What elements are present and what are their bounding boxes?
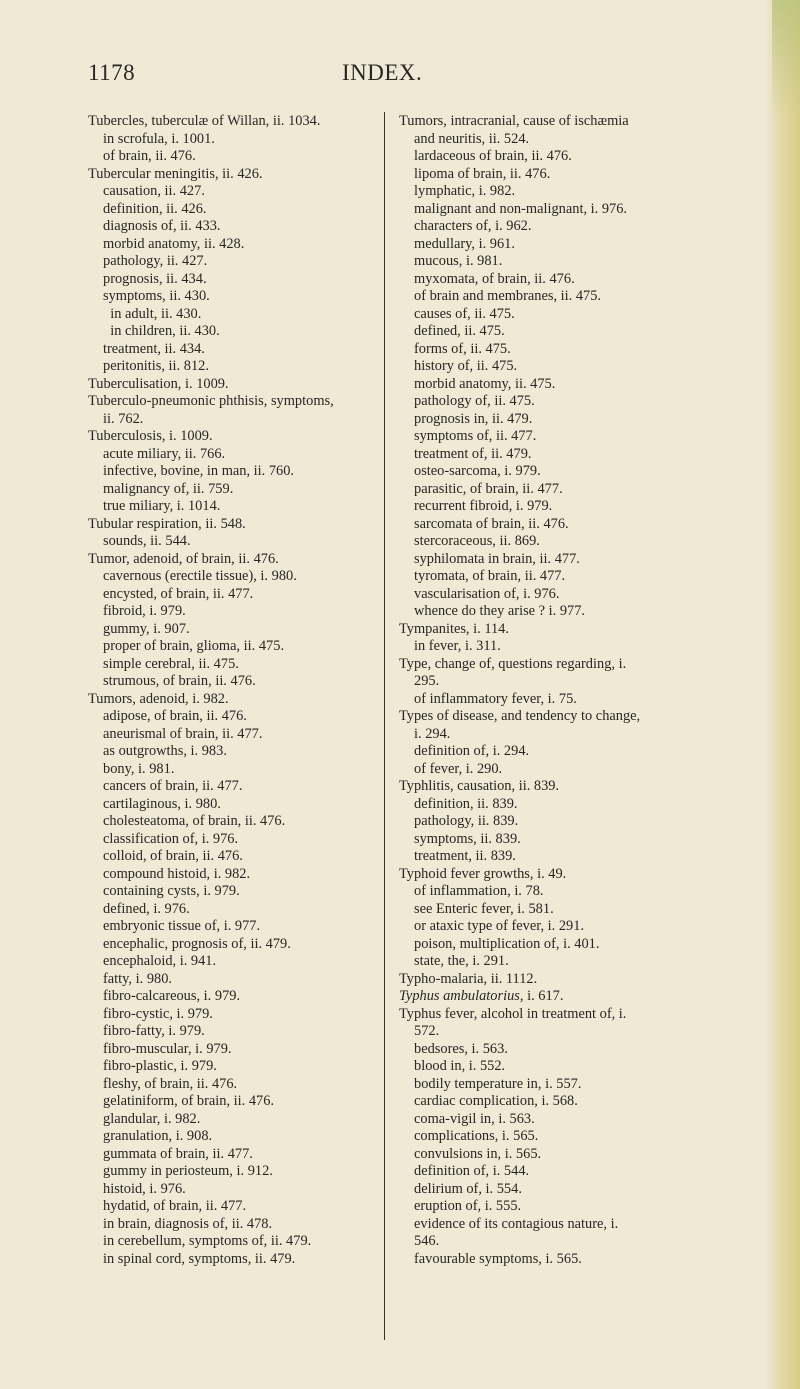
index-heading: Tumor, adenoid, of brain, ii. 476. bbox=[88, 550, 279, 567]
index-subentry: gummata of brain, ii. 477. bbox=[103, 1145, 253, 1162]
index-subentry: colloid, of brain, ii. 476. bbox=[103, 848, 243, 864]
index-subentry: i. 294. bbox=[414, 725, 451, 742]
index-subentry: pathology, ii. 427. bbox=[103, 253, 208, 269]
index-subentry: 572. bbox=[414, 1023, 440, 1039]
index-subentry: pathology of, ii. 475. bbox=[414, 393, 535, 409]
index-heading: Typhoid fever growths, i. 49. bbox=[399, 865, 567, 882]
index-heading: Types of disease, and tendency to change, bbox=[399, 708, 641, 724]
index-heading bbox=[399, 988, 699, 1006]
index-subentry: aneurismal of brain, ii. 477. bbox=[103, 725, 263, 742]
index-subentry: state, the, i. 291. bbox=[414, 953, 509, 969]
index-subentry: or ataxic type of fever, i. 291. bbox=[414, 918, 585, 934]
index-subentry: of brain, ii. 476. bbox=[103, 148, 196, 164]
index-subentry: symptoms of, ii. 477. bbox=[414, 428, 537, 444]
index-subentry: lardaceous of brain, ii. 476. bbox=[414, 148, 572, 164]
index-subentry: simple cerebral, ii. 475. bbox=[103, 655, 239, 672]
index-subentry: and neuritis, ii. 524. bbox=[414, 130, 530, 147]
index-subentry: in brain, diagnosis of, ii. 478. bbox=[103, 1215, 273, 1232]
index-subentry: blood in, i. 552. bbox=[414, 1058, 506, 1074]
index-subentry: parasitic, of brain, ii. 477. bbox=[414, 480, 563, 497]
index-subentry: vascularisation of, i. 976. bbox=[414, 585, 560, 602]
index-subentry: fibro-cystic, i. 979. bbox=[103, 1005, 213, 1022]
index-subentry: morbid anatomy, ii. 428. bbox=[103, 235, 245, 252]
index-column-right bbox=[399, 113, 699, 1268]
index-subentry: see Enteric fever, i. 581. bbox=[414, 900, 554, 917]
index-subentry: treatment, ii. 434. bbox=[103, 340, 205, 357]
index-subentry: whence do they arise ? i. 977. bbox=[414, 603, 586, 619]
index-subentry: in adult, ii. 430. bbox=[103, 305, 202, 322]
index-heading: Tympanites, i. 114. bbox=[399, 620, 509, 637]
index-heading: Tuberculisation, i. 1009. bbox=[88, 375, 229, 392]
index-subentry: in scrofula, i. 1001. bbox=[103, 130, 215, 147]
index-subentry: gummy in periosteum, i. 912. bbox=[103, 1163, 273, 1179]
index-subentry: treatment of, ii. 479. bbox=[414, 445, 532, 462]
index-subentry: strumous, of brain, ii. 476. bbox=[103, 673, 256, 689]
index-subentry: bony, i. 981. bbox=[103, 760, 175, 777]
index-subentry: osteo-sarcoma, i. 979. bbox=[414, 463, 541, 479]
index-subentry: evidence of its contagious nature, i. bbox=[414, 1215, 619, 1232]
index-subentry: of brain and membranes, ii. 475. bbox=[414, 288, 602, 304]
index-heading: Tuberculo-pneumonic phthisis, symptoms, bbox=[88, 393, 334, 409]
index-subentry: encysted, of brain, ii. 477. bbox=[103, 585, 254, 602]
index-subentry: forms of, ii. 475. bbox=[414, 340, 511, 357]
index-subentry: fatty, i. 980. bbox=[103, 970, 173, 987]
running-head: INDEX. bbox=[342, 60, 423, 85]
index-heading: Tuberculosis, i. 1009. bbox=[88, 428, 213, 444]
index-subentry: of inflammatory fever, i. 75. bbox=[414, 690, 577, 707]
index-subentry: delirium of, i. 554. bbox=[414, 1180, 522, 1197]
index-subentry: bedsores, i. 563. bbox=[414, 1040, 508, 1057]
index-subentry: of fever, i. 290. bbox=[414, 760, 503, 777]
index-subentry: peritonitis, ii. 812. bbox=[103, 358, 209, 374]
index-subentry: sounds, ii. 544. bbox=[103, 533, 191, 549]
index-subentry: in cerebellum, symptoms of, ii. 479. bbox=[103, 1233, 312, 1249]
index-subentry: treatment, ii. 839. bbox=[414, 848, 516, 864]
index-subentry: fibro-calcareous, i. 979. bbox=[103, 988, 241, 1004]
index-subentry: symptoms, ii. 839. bbox=[414, 830, 521, 847]
index-subentry: favourable symptoms, i. 565. bbox=[414, 1250, 582, 1267]
index-subentry: gelatiniform, of brain, ii. 476. bbox=[103, 1093, 275, 1109]
index-subentry: malignancy of, ii. 759. bbox=[103, 480, 234, 497]
index-subentry: 546. bbox=[414, 1233, 440, 1249]
index-subentry: cavernous (erectile tissue), i. 980. bbox=[103, 568, 297, 584]
index-subentry: history of, ii. 475. bbox=[414, 358, 518, 374]
index-subentry: acute miliary, ii. 766. bbox=[103, 445, 226, 462]
index-subentry: infective, bovine, in man, ii. 760. bbox=[103, 463, 295, 479]
index-heading: Tubular respiration, ii. 548. bbox=[88, 515, 246, 532]
index-subentry: fibro-muscular, i. 979. bbox=[103, 1040, 232, 1057]
index-subentry: adipose, of brain, ii. 476. bbox=[103, 708, 247, 724]
index-subentry: definition, ii. 426. bbox=[103, 200, 207, 217]
index-subentry: of inflammation, i. 78. bbox=[414, 883, 544, 899]
index-subentry: syphilomata in brain, ii. 477. bbox=[414, 550, 580, 567]
index-heading: Tumors, intracranial, cause of ischæmia bbox=[399, 113, 629, 129]
index-subentry: medullary, i. 961. bbox=[414, 235, 515, 252]
index-entry-suffix: , i. 617. bbox=[519, 988, 564, 1004]
index-subentry: proper of brain, glioma, ii. 475. bbox=[103, 638, 285, 654]
index-subentry: defined, ii. 475. bbox=[414, 323, 505, 339]
index-subentry: coma-vigil in, i. 563. bbox=[414, 1110, 535, 1127]
index-subentry: encephaloid, i. 941. bbox=[103, 953, 217, 969]
index-italic-term: Typhus ambulatorius bbox=[399, 988, 520, 1004]
index-subentry: classification of, i. 976. bbox=[103, 830, 239, 847]
index-heading: Tubercular meningitis, ii. 426. bbox=[88, 165, 263, 182]
page-edge-shadow bbox=[764, 0, 800, 1389]
index-subentry: convulsions in, i. 565. bbox=[414, 1145, 542, 1162]
index-subentry: fibro-fatty, i. 979. bbox=[103, 1023, 205, 1039]
index-subentry: bodily temperature in, i. 557. bbox=[414, 1075, 582, 1092]
index-subentry: fleshy, of brain, ii. 476. bbox=[103, 1075, 238, 1092]
index-subentry: definition of, i. 294. bbox=[414, 743, 530, 759]
index-subentry: sarcomata of brain, ii. 476. bbox=[414, 515, 569, 532]
index-subentry: cartilaginous, i. 980. bbox=[103, 795, 221, 812]
index-subentry: containing cysts, i. 979. bbox=[103, 883, 240, 899]
index-subentry: gummy, i. 907. bbox=[103, 620, 190, 637]
index-subentry: compound histoid, i. 982. bbox=[103, 865, 251, 882]
index-heading: Typhus fever, alcohol in treatment of, i. bbox=[399, 1005, 627, 1022]
index-subentry: recurrent fibroid, i. 979. bbox=[414, 498, 553, 514]
index-subentry: definition of, i. 544. bbox=[414, 1163, 530, 1179]
index-subentry: myxomata, of brain, ii. 476. bbox=[414, 270, 575, 287]
index-subentry: granulation, i. 908. bbox=[103, 1128, 213, 1144]
index-subentry: lipoma of brain, ii. 476. bbox=[414, 165, 551, 182]
index-subentry: complications, i. 565. bbox=[414, 1128, 539, 1144]
index-subentry: prognosis in, ii. 479. bbox=[414, 410, 533, 427]
index-subentry: mucous, i. 981. bbox=[414, 253, 503, 269]
index-subentry: definition, ii. 839. bbox=[414, 795, 518, 812]
index-subentry: encephalic, prognosis of, ii. 479. bbox=[103, 935, 291, 952]
index-subentry: defined, i. 976. bbox=[103, 900, 190, 917]
column-divider bbox=[384, 112, 385, 1340]
index-heading: Typho-malaria, ii. 1112. bbox=[399, 970, 538, 987]
index-subentry: hydatid, of brain, ii. 477. bbox=[103, 1198, 247, 1214]
index-subentry: embryonic tissue of, i. 977. bbox=[103, 918, 261, 934]
index-subentry: causes of, ii. 475. bbox=[414, 305, 515, 322]
index-subentry: stercoraceous, ii. 869. bbox=[414, 533, 540, 549]
index-heading: Type, change of, questions regarding, i. bbox=[399, 655, 627, 672]
index-subentry: fibroid, i. 979. bbox=[103, 603, 186, 619]
index-subentry: true miliary, i. 1014. bbox=[103, 498, 221, 514]
index-subentry: prognosis, ii. 434. bbox=[103, 270, 207, 287]
index-subentry: as outgrowths, i. 983. bbox=[103, 743, 227, 759]
index-heading: Tumors, adenoid, i. 982. bbox=[88, 690, 229, 707]
index-subentry: glandular, i. 982. bbox=[103, 1110, 201, 1127]
index-subentry: in spinal cord, symptoms, ii. 479. bbox=[103, 1250, 296, 1267]
index-subentry: eruption of, i. 555. bbox=[414, 1198, 522, 1214]
index-subentry: cancers of brain, ii. 477. bbox=[103, 778, 243, 794]
index-subentry: morbid anatomy, ii. 475. bbox=[414, 375, 556, 392]
index-subentry: symptoms, ii. 430. bbox=[103, 288, 210, 304]
index-heading: Typhlitis, causation, ii. 839. bbox=[399, 778, 560, 794]
index-subentry: cardiac complication, i. 568. bbox=[414, 1093, 578, 1109]
index-subentry: cholesteatoma, of brain, ii. 476. bbox=[103, 813, 286, 829]
index-subentry: poison, multiplication of, i. 401. bbox=[414, 935, 600, 952]
index-subentry: histoid, i. 976. bbox=[103, 1180, 186, 1197]
index-subentry: diagnosis of, ii. 433. bbox=[103, 218, 221, 234]
page-number: 1178 bbox=[88, 60, 136, 85]
index-subentry: lymphatic, i. 982. bbox=[414, 183, 516, 199]
index-subentry: causation, ii. 427. bbox=[103, 183, 205, 199]
index-heading: Tubercles, tuberculæ of Willan, ii. 1034. bbox=[88, 113, 321, 129]
index-subentry: in fever, i. 311. bbox=[414, 638, 501, 654]
index-subentry: pathology, ii. 839. bbox=[414, 813, 519, 829]
index-subentry: tyromata, of brain, ii. 477. bbox=[414, 568, 566, 584]
index-subentry: 295. bbox=[414, 673, 440, 689]
index-column-left bbox=[88, 113, 376, 1268]
index-subentry: characters of, i. 962. bbox=[414, 218, 532, 234]
page-header bbox=[0, 60, 800, 88]
index-subentry: ii. 762. bbox=[103, 410, 144, 427]
index-subentry: in children, ii. 430. bbox=[103, 323, 220, 339]
index-subentry: fibro-plastic, i. 979. bbox=[103, 1058, 217, 1074]
index-subentry: malignant and non-malignant, i. 976. bbox=[414, 200, 628, 217]
